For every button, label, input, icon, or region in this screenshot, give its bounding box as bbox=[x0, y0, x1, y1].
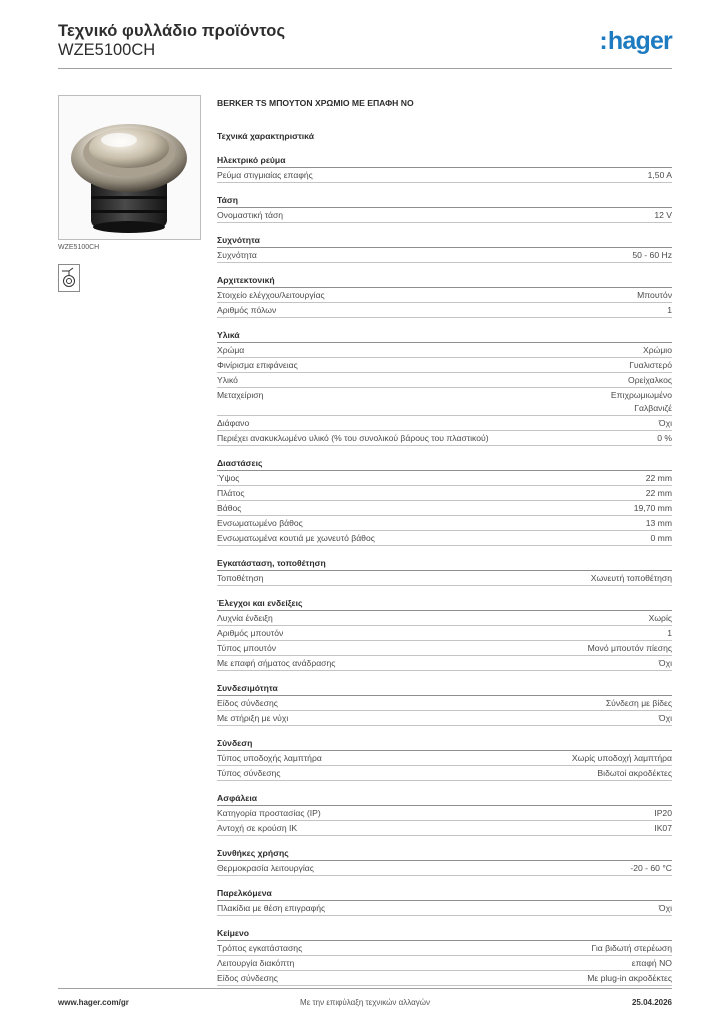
spec-label: Ενσωματωμένα κουτιά με χωνευτό βάθος bbox=[217, 533, 375, 543]
spec-row bbox=[217, 766, 672, 781]
spec-label: Υλικό bbox=[217, 375, 238, 385]
spec-label: Τύπος υποδοχής λαμπτήρα bbox=[217, 753, 322, 763]
spec-row bbox=[217, 611, 672, 626]
spec-value: 22 mm bbox=[645, 488, 672, 498]
spec-group-title: Ασφάλεια bbox=[217, 792, 672, 806]
spec-value: Όχι bbox=[658, 658, 672, 668]
spec-row bbox=[217, 416, 672, 431]
spec-label: Είδος σύνδεσης bbox=[217, 698, 278, 708]
spec-row bbox=[217, 696, 672, 711]
spec-label: Διάφανο bbox=[217, 418, 250, 428]
footer-date: 25.04.2026 bbox=[631, 998, 672, 1007]
spec-row bbox=[217, 806, 672, 821]
spec-row bbox=[217, 343, 672, 358]
document-title: Τεχνικό φυλλάδιο προϊόντος bbox=[58, 22, 286, 40]
spec-value: Χωρίς υποδοχή λαμπτήρα bbox=[571, 753, 672, 763]
spec-group-title: Συνδεσιμότητα bbox=[217, 682, 672, 696]
spec-row bbox=[217, 358, 672, 373]
document-header bbox=[58, 22, 285, 60]
spec-value: 13 mm bbox=[645, 518, 672, 528]
logo-colon: : bbox=[599, 27, 607, 55]
spec-label: Με επαφή σήματος ανάδρασης bbox=[217, 658, 336, 668]
image-caption: WZE5100CH bbox=[58, 244, 100, 251]
spec-group bbox=[217, 557, 672, 586]
spec-group-title: Κείμενο bbox=[217, 927, 672, 941]
spec-row bbox=[217, 516, 672, 531]
spec-group bbox=[217, 682, 672, 726]
spec-label: Θερμοκρασία λειτουργίας bbox=[217, 863, 314, 873]
spec-value: 22 mm bbox=[645, 473, 672, 483]
footer-divider bbox=[58, 988, 672, 989]
spec-label: Πλάτος bbox=[217, 488, 245, 498]
spec-group-title: Έλεγχοι και ενδείξεις bbox=[217, 597, 672, 611]
spec-group bbox=[217, 597, 672, 671]
spec-label: Αριθμός μπουτόν bbox=[217, 628, 284, 638]
spec-value: 1 bbox=[667, 305, 672, 315]
hager-logo[interactable] bbox=[599, 28, 672, 54]
spec-group-title: Συχνότητα bbox=[217, 234, 672, 248]
spec-row bbox=[217, 956, 672, 971]
spec-label: Χρώμα bbox=[217, 345, 245, 355]
product-code: WZE5100CH bbox=[58, 41, 156, 59]
spec-label: Ρεύμα στιγμιαίας επαφής bbox=[217, 170, 313, 180]
spec-row bbox=[217, 388, 672, 416]
spec-value: 0 % bbox=[657, 433, 672, 443]
spec-row bbox=[217, 501, 672, 516]
spec-value: IP20 bbox=[654, 808, 672, 818]
spec-value: 0 mm bbox=[650, 533, 672, 543]
spec-value: Όχι bbox=[658, 713, 672, 723]
spec-label: Με στήριξη με νύχι bbox=[217, 713, 289, 723]
spec-label: Τύπος μπουτόν bbox=[217, 643, 277, 653]
spec-group bbox=[217, 847, 672, 876]
spec-row bbox=[217, 626, 672, 641]
spec-row bbox=[217, 711, 672, 726]
spec-value: Χωρίς bbox=[648, 613, 672, 623]
spec-value: Για βιδωτή στερέωση bbox=[591, 943, 672, 953]
spec-group-title: Αρχιτεκτονική bbox=[217, 274, 672, 288]
spec-group bbox=[217, 927, 672, 986]
spec-row bbox=[217, 656, 672, 671]
spec-group bbox=[217, 457, 672, 546]
spec-value: Μπουτόν bbox=[637, 290, 672, 300]
spec-row bbox=[217, 571, 672, 586]
section-title: Τεχνικά χαρακτηριστικά bbox=[217, 131, 314, 141]
spec-row bbox=[217, 751, 672, 766]
spec-row bbox=[217, 861, 672, 876]
bell-button-icon bbox=[58, 264, 80, 292]
spec-label: Λειτουργία διακόπτη bbox=[217, 958, 295, 968]
spec-value: Όχι bbox=[658, 903, 672, 913]
spec-value: Όχι bbox=[658, 418, 672, 428]
spec-label: Τρόπος εγκατάστασης bbox=[217, 943, 303, 953]
spec-groups bbox=[217, 154, 672, 986]
spec-row bbox=[217, 486, 672, 501]
spec-label: Τοποθέτηση bbox=[217, 573, 264, 583]
spec-group-title: Διαστάσεις bbox=[217, 457, 672, 471]
spec-label: Στοιχείο ελέγχου/λειτουργίας bbox=[217, 290, 325, 300]
spec-content bbox=[217, 96, 672, 986]
spec-group-title: Ηλεκτρικό ρεύμα bbox=[217, 154, 672, 168]
spec-label: Φινίρισμα επιφάνειας bbox=[217, 360, 298, 370]
spec-label: Αριθμός πόλων bbox=[217, 305, 277, 315]
logo-text: hager bbox=[607, 27, 672, 55]
spec-value: Ορείχαλκος bbox=[628, 375, 672, 385]
spec-value: Βιδωτοί ακροδέκτες bbox=[597, 768, 672, 778]
spec-label: Ύψος bbox=[217, 473, 240, 483]
spec-value: επαφή NO bbox=[631, 958, 672, 968]
spec-group bbox=[217, 234, 672, 263]
spec-label: Αντοχή σε κρούση IK bbox=[217, 823, 298, 833]
spec-group bbox=[217, 792, 672, 836]
spec-value: Σύνδεση με βίδες bbox=[605, 698, 672, 708]
spec-label: Βάθος bbox=[217, 503, 242, 513]
spec-value: 50 - 60 Hz bbox=[632, 250, 672, 260]
spec-value: Με plug-in ακροδέκτες bbox=[587, 973, 672, 983]
spec-group bbox=[217, 737, 672, 781]
spec-group bbox=[217, 274, 672, 318]
spec-row bbox=[217, 901, 672, 916]
spec-value: Μονό μπουτόν πίεσης bbox=[587, 643, 672, 653]
spec-row bbox=[217, 168, 672, 183]
spec-row bbox=[217, 208, 672, 223]
spec-group-title: Παρελκόμενα bbox=[217, 887, 672, 901]
spec-row bbox=[217, 641, 672, 656]
spec-value: Χωνευτή τοποθέτηση bbox=[590, 573, 672, 583]
spec-label: Κατηγορία προστασίας (IP) bbox=[217, 808, 321, 818]
spec-row bbox=[217, 531, 672, 546]
spec-group-title: Τάση bbox=[217, 194, 672, 208]
product-image bbox=[58, 95, 201, 240]
spec-value: 12 V bbox=[654, 210, 672, 220]
spec-row bbox=[217, 821, 672, 836]
spec-group-title: Συνθήκες χρήσης bbox=[217, 847, 672, 861]
spec-value: Επιχρωμιωμένο Γαλβανιζέ bbox=[610, 390, 672, 413]
spec-value: Γυαλιστερό bbox=[629, 360, 672, 370]
spec-row bbox=[217, 373, 672, 388]
spec-row bbox=[217, 941, 672, 956]
spec-group-title: Υλικά bbox=[217, 329, 672, 343]
spec-group bbox=[217, 329, 672, 446]
spec-label: Ονομαστική τάση bbox=[217, 210, 284, 220]
spec-value: 1 bbox=[667, 628, 672, 638]
spec-label: Περιέχει ανακυκλωμένο υλικό (% του συνολικού βάρους του πλαστικού) bbox=[217, 433, 489, 443]
product-name: BERKER TS ΜΠΟΥΤΟΝ ΧΡΩΜΙΟ ΜΕ ΕΠΑΦΗ NO bbox=[217, 98, 414, 108]
spec-label: Συχνότητα bbox=[217, 250, 257, 260]
spec-row bbox=[217, 431, 672, 446]
spec-group-title: Εγκατάσταση, τοποθέτηση bbox=[217, 557, 672, 571]
spec-group bbox=[217, 887, 672, 916]
spec-row bbox=[217, 971, 672, 986]
spec-group-title: Σύνδεση bbox=[217, 737, 672, 751]
spec-row bbox=[217, 303, 672, 318]
spec-row bbox=[217, 248, 672, 263]
spec-value: -20 - 60 °C bbox=[630, 863, 672, 873]
spec-label: Πλακίδια με θέση επιγραφής bbox=[217, 903, 326, 913]
header-divider bbox=[58, 68, 672, 69]
spec-label: Μεταχείριση bbox=[217, 390, 264, 400]
spec-row bbox=[217, 288, 672, 303]
spec-value: 1,50 A bbox=[647, 170, 672, 180]
spec-group bbox=[217, 154, 672, 183]
spec-row bbox=[217, 471, 672, 486]
footer-website-link[interactable]: www.hager.com/gr bbox=[58, 998, 129, 1007]
spec-label: Ενσωματωμένο βάθος bbox=[217, 518, 303, 528]
spec-value: IK07 bbox=[654, 823, 672, 833]
spec-label: Τύπος σύνδεσης bbox=[217, 768, 281, 778]
spec-value: 19,70 mm bbox=[633, 503, 672, 513]
spec-value: Χρώμιο bbox=[643, 345, 672, 355]
spec-label: Λυχνία ένδειξη bbox=[217, 613, 273, 623]
footer-notice: Με την επιφύλαξη τεχνικών αλλαγών bbox=[300, 998, 430, 1007]
spec-group bbox=[217, 194, 672, 223]
spec-label: Είδος σύνδεσης bbox=[217, 973, 278, 983]
